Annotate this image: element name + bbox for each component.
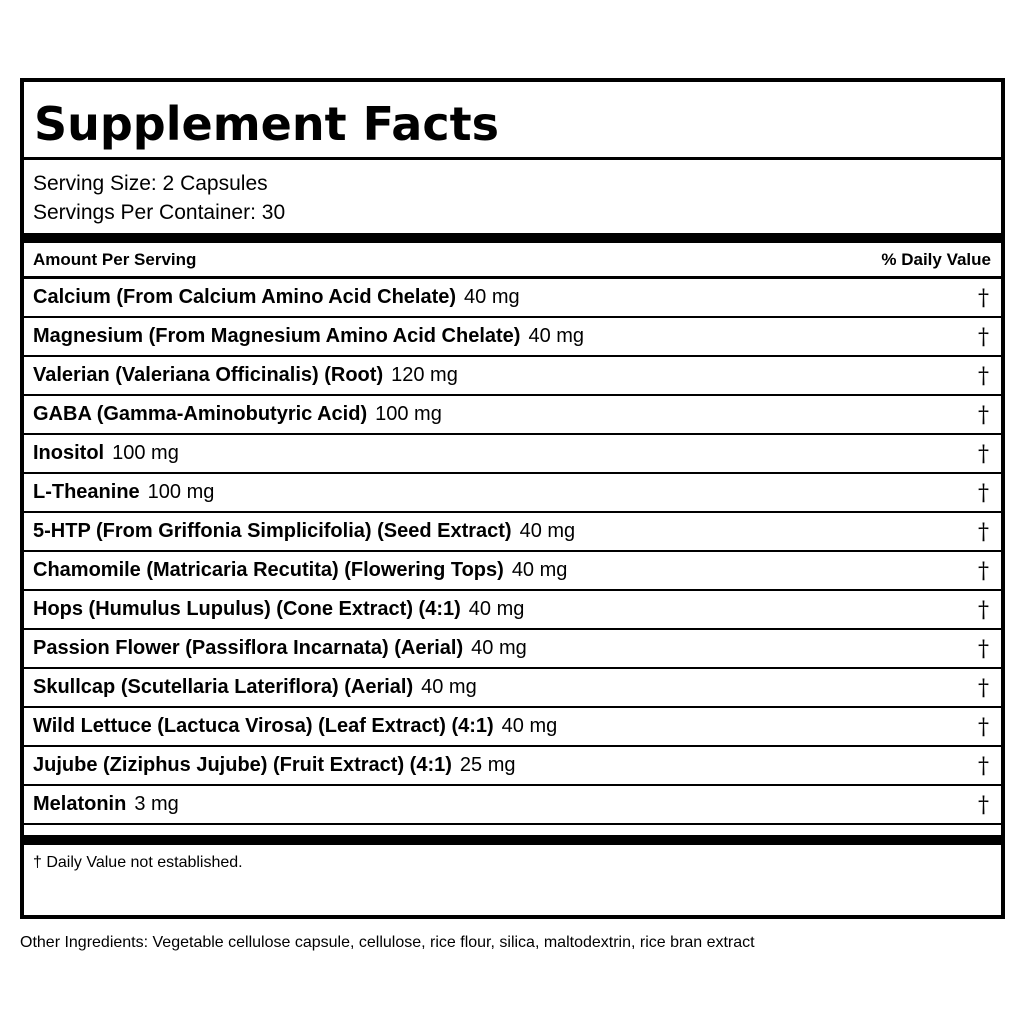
- ingredient-name: Melatonin: [33, 793, 127, 815]
- daily-value-dagger: †: [978, 286, 989, 311]
- daily-value-dagger: †: [978, 559, 989, 584]
- title-divider: [24, 157, 1001, 160]
- serving-size: Serving Size: 2 Capsules: [33, 172, 268, 195]
- ingredient-amount: 3 mg: [134, 793, 179, 815]
- ingredient-row: [24, 435, 1001, 474]
- ingredient-row: [24, 747, 1001, 786]
- ingredient-amount: 40 mg: [519, 520, 576, 542]
- ingredient-list: [24, 279, 1001, 825]
- ingredient-name-and-amount: [33, 598, 524, 621]
- ingredient-row: [24, 630, 1001, 669]
- daily-value-dagger: †: [978, 715, 989, 740]
- daily-value-dagger: †: [978, 676, 989, 701]
- ingredient-amount: 100 mg: [375, 403, 442, 425]
- ingredient-row: [24, 591, 1001, 630]
- ingredient-amount: 40 mg: [471, 637, 527, 659]
- ingredient-name-and-amount: [33, 637, 527, 660]
- ingredient-name: Jujube (Ziziphus Jujube) (Fruit Extract) (4:1): [33, 754, 452, 776]
- ingredient-name-and-amount: [33, 481, 214, 504]
- daily-value-footnote: † Daily Value not established.: [33, 854, 243, 871]
- daily-value-dagger: †: [978, 442, 989, 467]
- ingredient-row: [24, 279, 1001, 318]
- ingredient-row: [24, 396, 1001, 435]
- ingredient-name: Skullcap (Scutellaria Lateriflora) (Aerial): [33, 676, 414, 698]
- ingredient-name-and-amount: [33, 715, 557, 738]
- ingredient-row: [24, 786, 1001, 825]
- thick-divider-bottom: [24, 835, 1001, 845]
- ingredient-name-and-amount: [33, 559, 567, 582]
- ingredient-amount: 100 mg: [147, 481, 215, 503]
- daily-value-dagger: †: [978, 520, 989, 545]
- ingredient-name: Calcium (From Calcium Amino Acid Chelate): [33, 286, 457, 308]
- ingredient-row: [24, 669, 1001, 708]
- ingredient-row: [24, 318, 1001, 357]
- ingredient-amount: 40 mg: [464, 286, 520, 308]
- ingredient-name: GABA (Gamma-Aminobutyric Acid): [33, 403, 368, 425]
- amount-header-row: [24, 242, 1001, 276]
- daily-value-dagger: †: [978, 754, 989, 779]
- servings-per-container: Servings Per Container: 30: [33, 201, 286, 224]
- ingredient-name: Hops (Humulus Lupulus) (Cone Extract) (4:1): [33, 598, 461, 620]
- ingredient-name: 5-HTP (From Griffonia Simplicifolia) (Seed Extract): [33, 520, 512, 542]
- ingredient-amount: 100 mg: [112, 442, 179, 464]
- supplement-facts-panel: [20, 78, 1005, 919]
- daily-value-dagger: †: [978, 481, 989, 506]
- ingredient-name-and-amount: [33, 403, 442, 426]
- ingredient-name-and-amount: [33, 754, 516, 777]
- daily-value-dagger: †: [978, 598, 989, 623]
- ingredient-name-and-amount: [33, 364, 458, 387]
- ingredient-row: [24, 552, 1001, 591]
- ingredient-row: [24, 708, 1001, 747]
- daily-value-dagger: †: [978, 364, 989, 389]
- ingredient-name-and-amount: [33, 793, 179, 816]
- panel-title: Supplement Facts: [34, 97, 499, 151]
- ingredient-name-and-amount: [33, 325, 584, 348]
- ingredient-name: Magnesium (From Magnesium Amino Acid Chelate): [33, 325, 521, 347]
- ingredient-name: Passion Flower (Passiflora Incarnata) (Aerial): [33, 637, 464, 659]
- daily-value-dagger: †: [978, 637, 989, 662]
- ingredient-row: [24, 474, 1001, 513]
- ingredient-name-and-amount: [33, 442, 179, 465]
- ingredient-name: Valerian (Valeriana Officinalis) (Root): [33, 364, 384, 386]
- ingredient-amount: 40 mg: [511, 559, 568, 581]
- ingredient-amount: 40 mg: [421, 676, 477, 698]
- daily-value-dagger: †: [978, 793, 989, 818]
- ingredient-name: Inositol: [33, 442, 105, 464]
- ingredient-name: Chamomile (Matricaria Recutita) (Flowering Tops): [33, 559, 504, 581]
- ingredient-amount: 40 mg: [468, 598, 525, 620]
- daily-value-dagger: †: [978, 403, 989, 428]
- ingredient-name-and-amount: [33, 286, 520, 309]
- ingredient-amount: 40 mg: [501, 715, 558, 737]
- ingredient-amount: 40 mg: [528, 325, 585, 347]
- ingredient-name-and-amount: [33, 676, 477, 699]
- ingredient-name: L-Theanine: [33, 481, 140, 503]
- ingredient-amount: 120 mg: [391, 364, 458, 386]
- amount-per-serving-label: Amount Per Serving: [33, 250, 197, 269]
- ingredient-name-and-amount: [33, 520, 575, 543]
- ingredient-row: [24, 513, 1001, 552]
- daily-value-label: % Daily Value: [881, 250, 991, 269]
- ingredient-amount: 25 mg: [459, 754, 516, 776]
- ingredient-row: [24, 357, 1001, 396]
- ingredient-name: Wild Lettuce (Lactuca Virosa) (Leaf Extract) (4:1): [33, 715, 494, 737]
- other-ingredients: Other Ingredients: Vegetable cellulose capsule, cellulose, rice flour, silica, maltodextrin, rice bran extract: [20, 934, 755, 951]
- daily-value-dagger: †: [978, 325, 989, 350]
